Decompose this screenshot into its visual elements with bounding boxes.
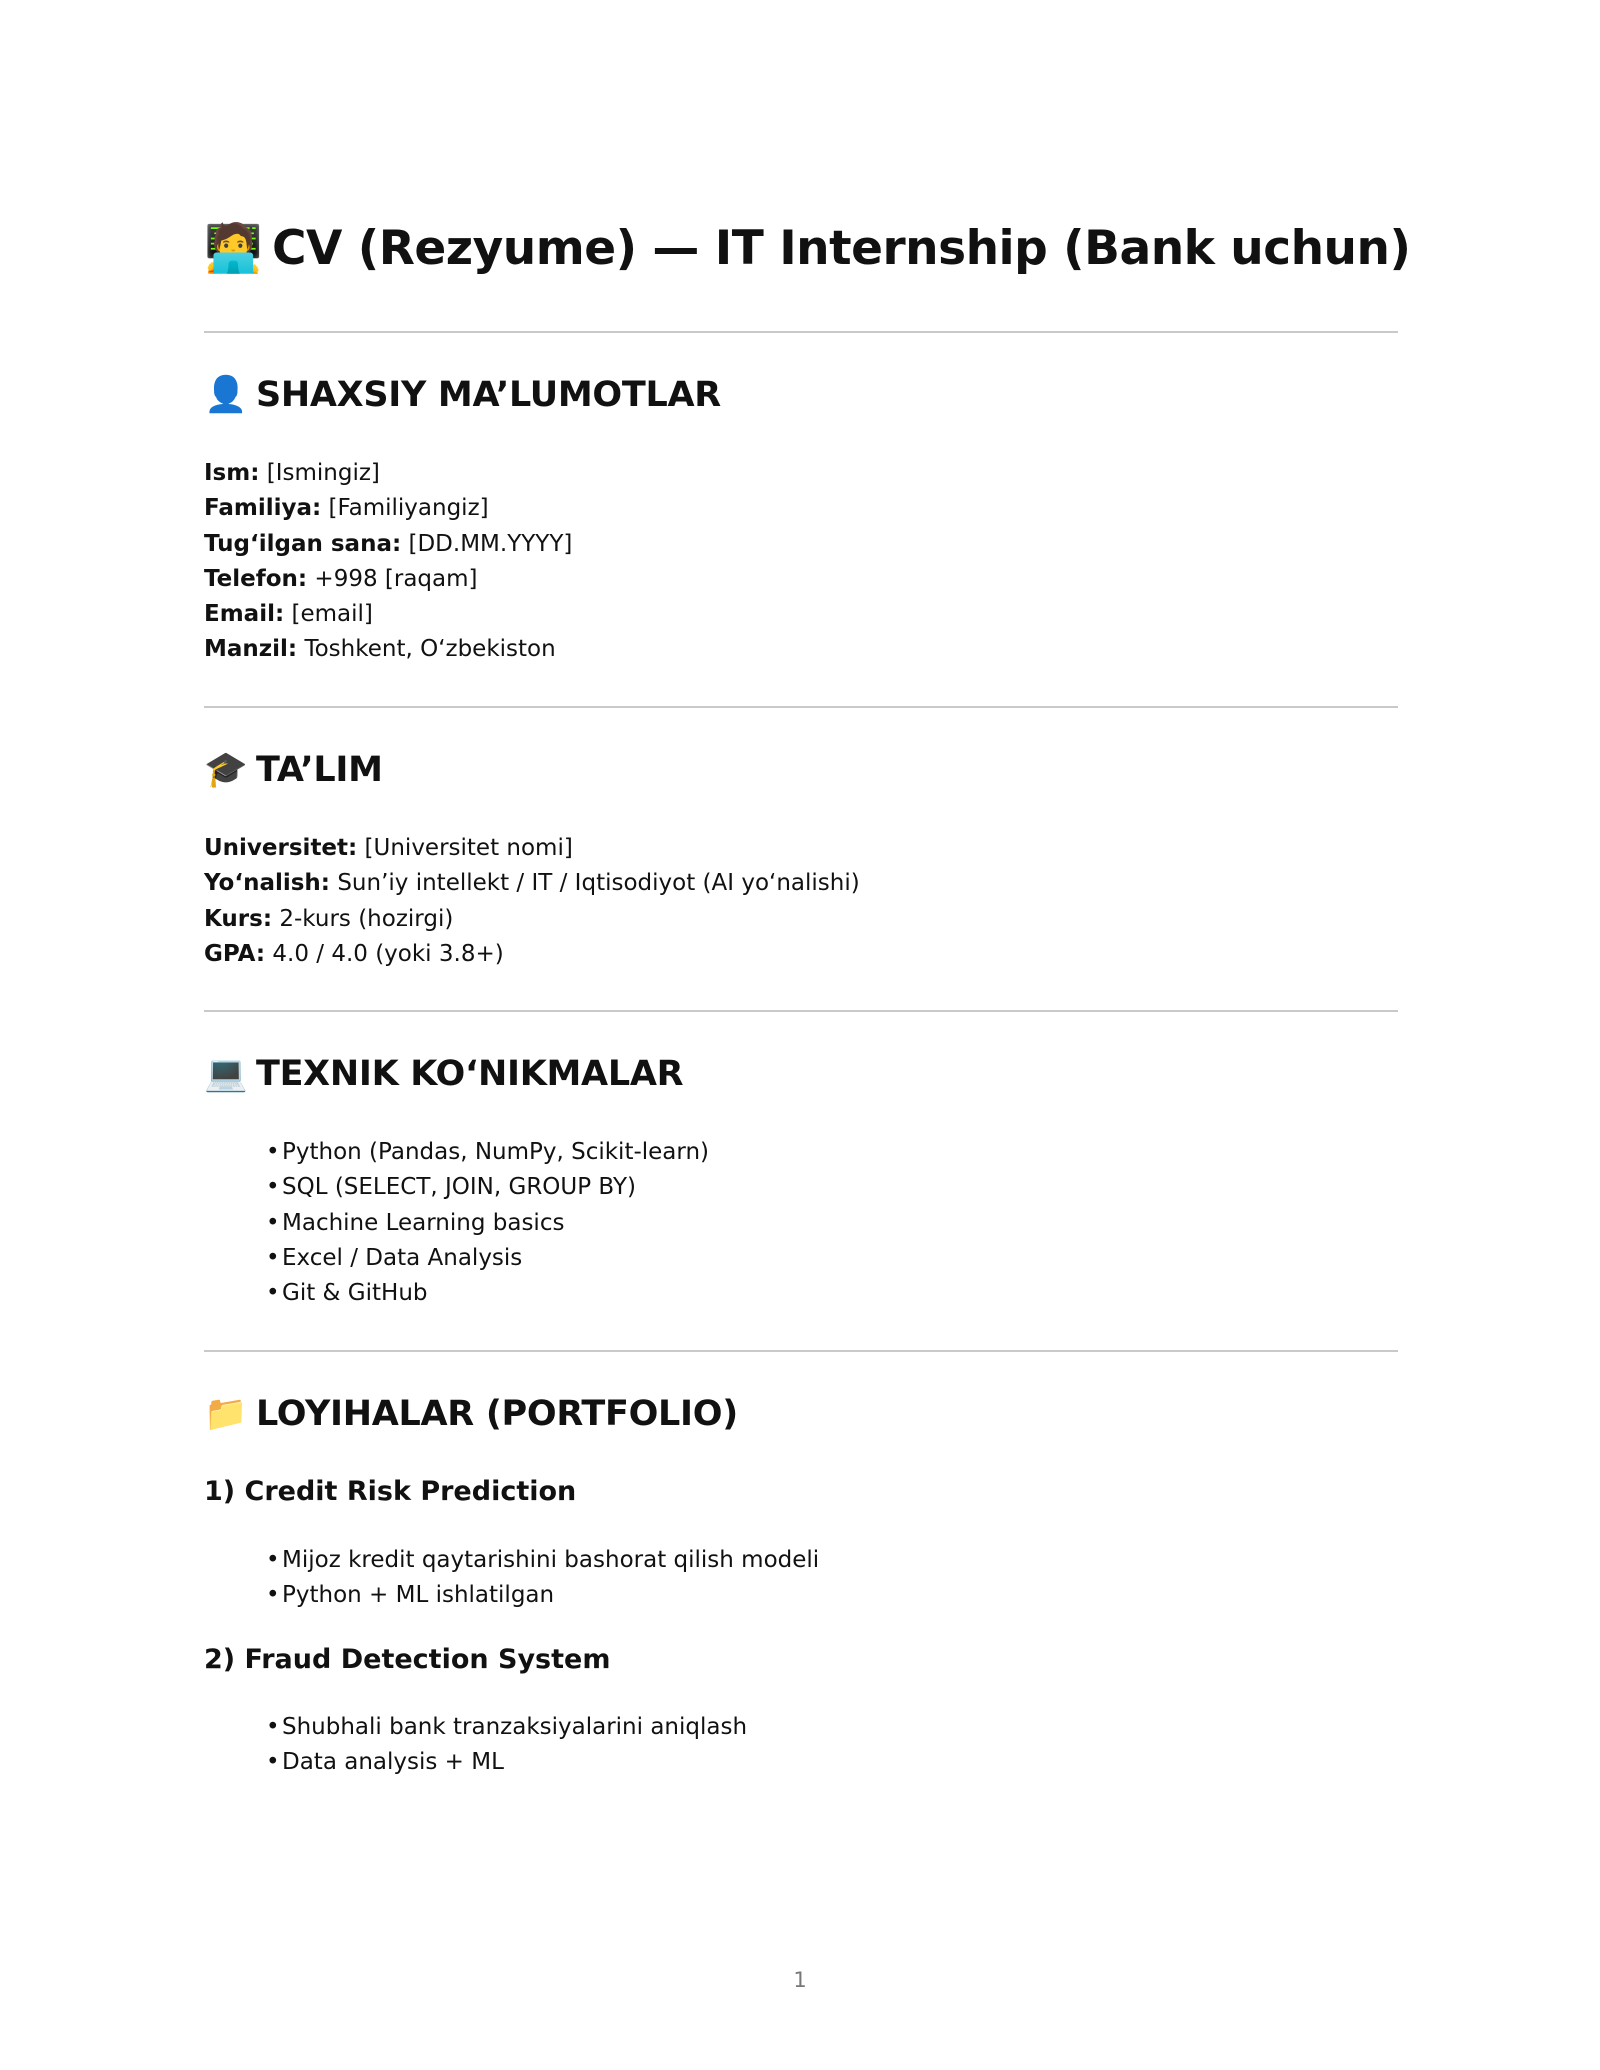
field-label: Manzil:: [204, 636, 298, 663]
list-item: [266, 1543, 819, 1578]
page-number: 1: [793, 1968, 807, 1992]
list-item-text: Mijoz kredit qaytarishini bashorat qilish modeli: [282, 1547, 820, 1573]
field-label: Universitet:: [204, 835, 358, 861]
field-phone: [204, 562, 572, 597]
laptop-icon: 💻: [204, 1054, 248, 1094]
bullet: •: [266, 1244, 280, 1271]
skills-heading: [204, 1054, 683, 1094]
field-email: [204, 597, 572, 632]
list-item: [266, 1578, 819, 1613]
bullet: •: [266, 1582, 280, 1609]
field-value: 2-kurs (hozirgi): [272, 905, 454, 932]
divider: [204, 331, 1398, 333]
list-item: [266, 1241, 709, 1276]
bullet: •: [266, 1749, 280, 1776]
document-title: [204, 222, 1410, 276]
personal-info-heading-text: SHAXSIY MA’LUMOTLAR: [256, 375, 721, 415]
field-value: [Universitet nomi]: [357, 835, 573, 861]
list-item: [266, 1135, 709, 1170]
field-university: [204, 831, 860, 866]
field-value: [DD.MM.YYYY]: [401, 530, 573, 557]
field-value: Toshkent, O‘zbekiston: [297, 636, 556, 663]
divider: [204, 1350, 1398, 1352]
field-label: Tug‘ilgan sana:: [204, 530, 402, 557]
field-label: GPA:: [204, 940, 266, 967]
field-label: Yo‘nalish:: [204, 870, 331, 897]
field-value: [email]: [284, 601, 373, 628]
education-heading: [204, 750, 383, 790]
field-label: Telefon:: [204, 565, 308, 592]
field-value: +998 [raqam]: [307, 565, 478, 592]
bullet: •: [266, 1174, 280, 1201]
projects-heading: [204, 1394, 738, 1434]
skills-list: [266, 1135, 709, 1311]
graduation-cap-icon: 🎓: [204, 750, 248, 790]
project-title: 1) Credit Risk Prediction: [204, 1476, 577, 1507]
field-value: [Familiyangiz]: [321, 495, 489, 522]
folder-icon: 📁: [204, 1394, 248, 1434]
projects-heading-text: LOYIHALAR (PORTFOLIO): [256, 1394, 738, 1434]
field-label: Email:: [204, 601, 285, 628]
list-item: [266, 1276, 709, 1311]
field-label: Ism:: [204, 460, 260, 486]
field-value: Sun’iy intellekt / IT / Iqtisodiyot (AI yo‘nalishi): [330, 870, 860, 897]
divider: [204, 706, 1398, 708]
document-title-text: CV (Rezyume) — IT Internship (Bank uchun): [272, 221, 1411, 276]
field-gpa: [204, 937, 860, 972]
field-birth-date: [204, 527, 572, 562]
project-points: [266, 1710, 747, 1781]
bullet: •: [266, 1139, 280, 1165]
list-item-text: Machine Learning basics: [282, 1209, 565, 1236]
field-label: Familiya:: [204, 495, 322, 522]
education-heading-text: TA’LIM: [256, 750, 383, 790]
list-item-text: Python + ML ishlatilgan: [282, 1582, 555, 1609]
field-value: 4.0 / 4.0 (yoki 3.8+): [265, 940, 504, 967]
field-course: [204, 902, 860, 937]
list-item: [266, 1170, 709, 1205]
list-item-text: Data analysis + ML: [282, 1749, 504, 1776]
field-address: [204, 632, 572, 667]
bullet: •: [266, 1280, 280, 1307]
list-item-text: SQL (SELECT, JOIN, GROUP BY): [282, 1174, 636, 1201]
field-major: [204, 866, 860, 901]
list-item-text: Shubhali bank tranzaksiyalarini aniqlash: [282, 1714, 748, 1740]
technologist-icon: 🧑‍💻: [204, 221, 263, 276]
divider: [204, 1010, 1398, 1012]
bullet: •: [266, 1209, 280, 1236]
field-surname: [204, 491, 572, 526]
list-item-text: Excel / Data Analysis: [282, 1244, 523, 1271]
bullet: •: [266, 1547, 280, 1573]
list-item: [266, 1745, 747, 1780]
project-title: 2) Fraud Detection System: [204, 1644, 611, 1675]
list-item: [266, 1206, 709, 1241]
bullet: •: [266, 1714, 280, 1740]
list-item: [266, 1710, 747, 1745]
list-item-text: Python (Pandas, NumPy, Scikit-learn): [282, 1139, 710, 1165]
skills-heading-text: TEXNIK KO‘NIKMALAR: [256, 1054, 684, 1094]
personal-info-heading: [204, 375, 721, 415]
field-name: [204, 456, 572, 491]
education-list: [204, 831, 860, 972]
list-item-text: Git & GitHub: [282, 1280, 428, 1307]
project-points: [266, 1543, 819, 1614]
person-icon: 👤: [204, 375, 248, 415]
field-value: [Ismingiz]: [259, 460, 380, 486]
field-label: Kurs:: [204, 905, 273, 932]
personal-info-list: [204, 456, 572, 668]
